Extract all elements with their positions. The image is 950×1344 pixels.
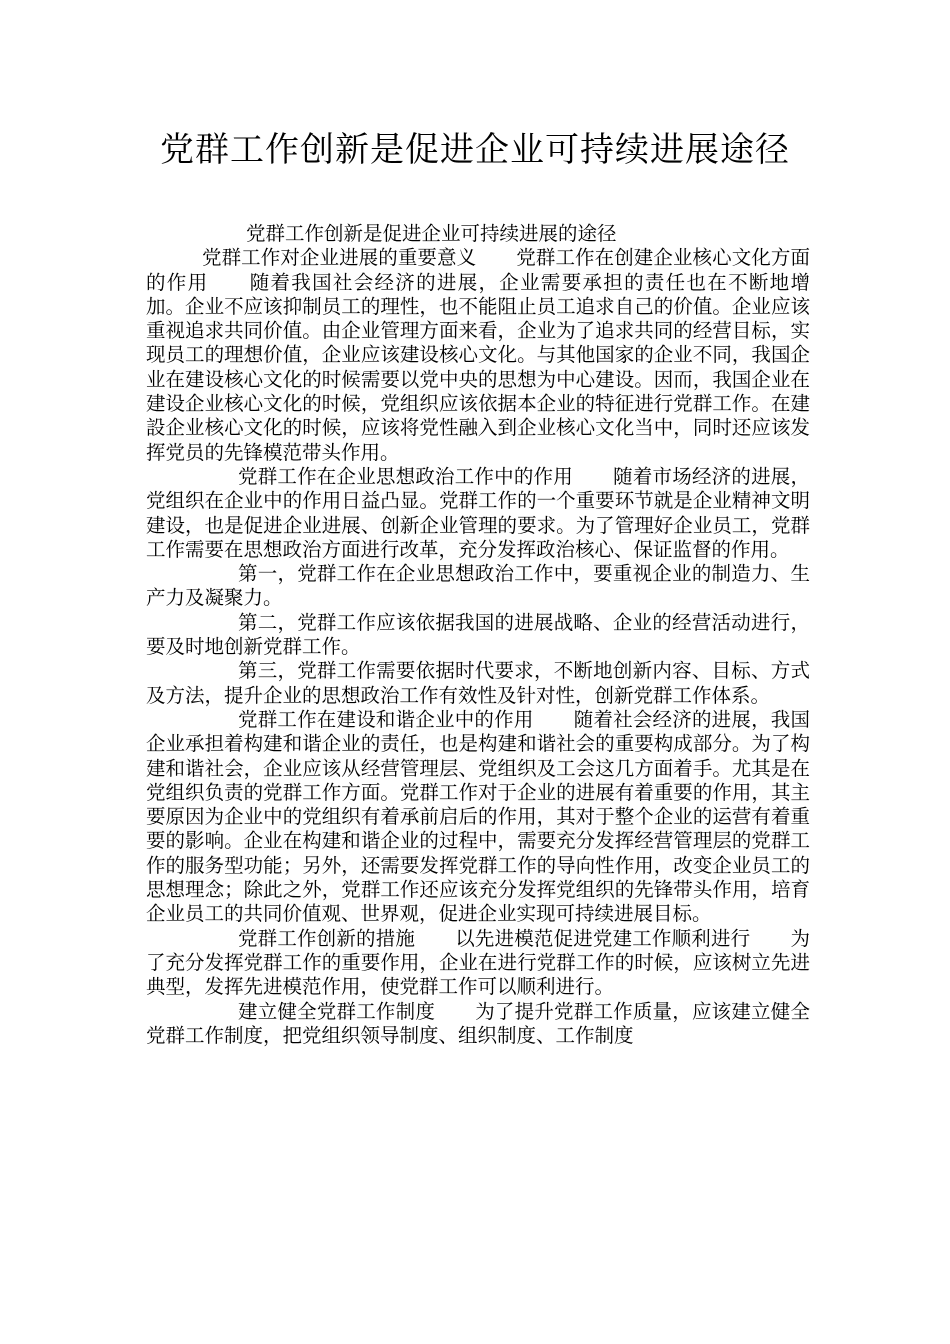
subsection-heading: 党群工作在创建企业核心文化方面的作用: [146, 246, 810, 294]
paragraph-point-1: 第一，党群工作在企业思想政治工作中，要重视企业的制造力、生产力及凝聚力。: [146, 562, 810, 610]
paragraph-harmonious-enterprise: [146, 708, 810, 927]
subsection-heading: 党群工作在建设和谐企业中的作用: [238, 707, 534, 731]
paragraph-text: 为了充分发挥党群工作的重要作用，企业在进行党群工作的时候，应该树立先进典型，发挥先进模范作用，使党群工作可以顺利进行。: [146, 926, 810, 999]
paragraph-core-culture: [146, 246, 810, 465]
paragraph-point-2: 第二，党群工作应该依据我国的进展战略、企业的经营活动进行，要及时地创新党群工作。: [146, 610, 810, 659]
subsection-heading: 党群工作在企业思想政治工作中的作用: [238, 464, 573, 488]
section-heading: 党群工作对企业进展的重要意义: [202, 246, 477, 270]
paragraph-point-3: 第三，党群工作需要依据时代要求，不断地创新内容、目标、方式及方法，提升企业的思想政治工作有效性及针对性，创新党群工作体系。: [146, 659, 810, 707]
subsection-heading: 建立健全党群工作制度: [238, 999, 436, 1023]
document-title: 党群工作创新是促进企业可持续进展途径: [160, 130, 790, 170]
paragraph-system-building: [146, 1000, 810, 1049]
document-body: [146, 222, 810, 1048]
paragraph-text: 为了提升党群工作质量，应该建立健全党群工作制度，把党组织领导制度、组织制度、工作制度: [146, 999, 810, 1047]
paragraph-political-work: [146, 465, 810, 562]
paragraph-innovation-measures: [146, 927, 810, 1000]
paragraph-text: 随着我国社会经济的进展，企业需要承担的责任也在不断地增加。企业不应该抑制员工的理性，也不能阻止员工追求自己的价值。企业应该重视追求共同价值。由企业管理方面来看，企业为了追求共同的经营目标，实现员工的理想价值，企业应该建设核心文化。与其他国家的企业不同，我国企业在建设核心文化的时候需要以党中央的思想为中心建设。因而，我国企业在建设企业核心文化的时候，党组织应该依据本企业的特征进行党群工作。在建設企业核心文化的时候，应该将党性融入到企业核心文化当中，同时还应该发挥党员的先锋模范带头作用。: [146, 270, 810, 464]
paragraph-text: 随着市场经济的进展，党组织在企业中的作用日益凸显。党群工作的一个重要环节就是企业精神文明建设，也是促进企业进展、创新企业管理的要求。为了管理好企业员工，党群工作需要在思想政治方面进行改革，充分发挥政治核心、保证监督的作用。: [146, 464, 810, 561]
document-subtitle: 党群工作创新是促进企业可持续进展的途径: [246, 222, 617, 245]
subsection-heading: 以先进模范促进党建工作顺利进行: [455, 926, 751, 950]
section-heading: 党群工作创新的措施: [238, 926, 416, 950]
paragraph-text: 随着社会经济的进展，我国企业承担着构建和谐企业的责任，也是构建和谐社会的重要构成部分。为了构建和谐社会，企业应该从经营管理层、党组织及工会这几方面着手。尤其是在党组织负责的党群工作方面。党群工作对于企业的进展有着重要的作用，其主要原因为企业中的党组织有着承前启后的作用，其对于整个企业的运营有着重要的影响。企业在构建和谐企业的过程中，需要充分发挥经营管理层的党群工作的服务型功能；另外，还需要发挥党群工作的导向性作用，改变企业员工的思想理念；除此之外，党群工作还应该充分发挥党组织的先锋带头作用，培育企业员工的共同价值观、世界观，促进企业实现可持续进展目标。: [146, 707, 810, 926]
